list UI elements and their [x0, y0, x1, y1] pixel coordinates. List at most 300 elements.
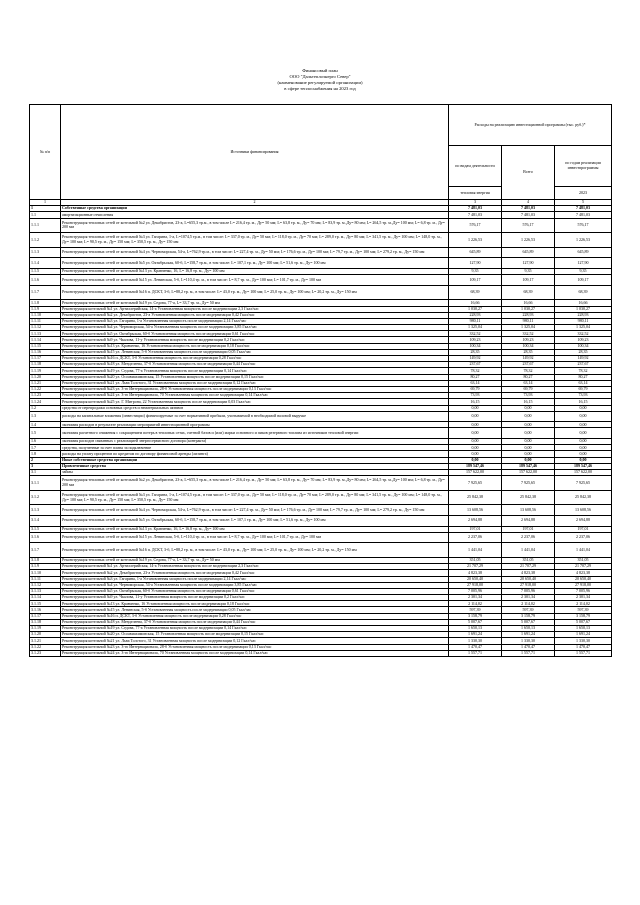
row-year-value: 109,23	[555, 337, 612, 343]
row-by-activity-value: 0,00	[449, 411, 502, 422]
row-by-activity-value: 2 237,06	[449, 532, 502, 543]
row-description: Реконструкция тепловых сетей от котельной №2 ул. Декабристов, 23-а, L=655,3 тр.м., в том числе L= 216,4 тр. м., Ду= 50 мм; L= 63,8 тр. м., Ду= 70 мм; L= 83,9 тр. м.,Ду= 80 мм; L= 264,5 тр. м.,Ду= 100 мм; L= 6,8 тр. м., Ду= 200 мм	[61, 218, 449, 233]
row-number: 3.1.19	[30, 626, 61, 632]
row-total-value: 351,05	[502, 557, 555, 563]
row-by-activity-value: 197,01	[449, 526, 502, 532]
row-description: Реконструкция котельной №19 ул. Седова, 77-а Установленная мощность после модернизации 0,14 Гкал/час	[61, 368, 449, 374]
row-by-activity-value: 109,23	[449, 337, 502, 343]
row-year-value: 1 470,47	[555, 644, 612, 650]
row-total-value: 13 608,56	[502, 505, 555, 516]
row-description: Реконструкция тепловых сетей от котельной №16 п. ДСКТ, 3-б, L=88,2 тр. м., в том числе: L= 43,0 тр. м., Ду= 100 мм; L= 25,0 тр. м., Ду= 100 мм; L= 20,2 тр. м., Ду= 150 мм	[61, 285, 449, 300]
row-year-value: 0,00	[555, 439, 612, 445]
header-source: Источники финансирования	[61, 105, 449, 200]
table-row	[30, 505, 612, 516]
row-total-value: 27 918,00	[502, 582, 555, 588]
row-year-value: 597,39	[555, 607, 612, 613]
table-row	[30, 532, 612, 543]
row-year-value: 9,35	[555, 268, 612, 274]
row-total-value: 1 470,47	[502, 644, 555, 650]
row-number: 3.1.15	[30, 601, 61, 607]
row-by-activity-value: 0,00	[449, 451, 502, 457]
row-by-activity-value: 9,35	[449, 268, 502, 274]
header-thermal-energy: тепловая энергия	[449, 187, 502, 200]
table-row	[30, 285, 612, 300]
row-year-value: 7 925,65	[555, 476, 612, 491]
row-by-activity-value: 7 005,96	[449, 588, 502, 594]
row-description: Иные собственные средства организации	[61, 457, 449, 463]
row-by-activity-value: 157 622,00	[449, 470, 502, 476]
table-row	[30, 218, 612, 233]
table-row	[30, 275, 612, 286]
row-by-activity-value: 332,52	[449, 331, 502, 337]
row-total-value: 189 547,46	[502, 463, 555, 469]
row-year-value: 80,27	[555, 374, 612, 380]
row-total-value: 237,67	[502, 362, 555, 368]
table-row	[30, 476, 612, 491]
row-by-activity-value: 1 650,13	[449, 626, 502, 632]
row-total-value: 2 114,02	[502, 601, 555, 607]
row-year-value: 1 441,04	[555, 543, 612, 558]
index-cell: 2	[61, 200, 449, 206]
row-number: 1.1.20	[30, 374, 61, 380]
row-number: 1.1.14	[30, 337, 61, 343]
row-year-value: 149,92	[555, 356, 612, 362]
row-description: Реконструкция тепловых сетей от котельной №15 ул. Ленинская, 5-б, L=110,4 тр. м., в том числе: L= 8,7 тр. м., Ду= 100 мм; L= 101,7 тр. м., Ду= 100 мм	[61, 275, 449, 286]
row-year-value: 2 694,88	[555, 515, 612, 526]
row-number: 3.1.11	[30, 576, 61, 582]
row-by-activity-value: 127,90	[449, 258, 502, 269]
row-number: 1.1.2	[30, 233, 61, 248]
row-number: 3.1.3	[30, 505, 61, 516]
row-description: экономия расчетного снижения с сокращением потерь в тепловых сетях, счетной базов и (или) марки основного и пиков резервного топлива из источников тепловой энергии	[61, 428, 449, 439]
heading-title: Финансовый план	[302, 68, 338, 73]
row-year-value: 7 005,96	[555, 588, 612, 594]
table-row	[30, 233, 612, 248]
row-description: Реконструкция котельной №18 ул. Менделеева, 37-б Установленная мощность после модернизации 0,44 Гкал/час	[61, 362, 449, 368]
row-number: 3.1.12	[30, 582, 61, 588]
row-description: Собственные средства организации	[61, 206, 449, 212]
row-by-activity-value: 1 030,27	[449, 306, 502, 312]
header-by-activity: по видам деятельности	[449, 146, 502, 187]
row-number: 3.1.6	[30, 532, 61, 543]
row-number: 2	[30, 457, 61, 463]
row-total-value: 80,27	[502, 374, 555, 380]
row-number: 1.1.22	[30, 386, 61, 392]
row-by-activity-value: 2 694,88	[449, 515, 502, 526]
row-year-value: 980,11	[555, 318, 612, 324]
row-total-value: 0,00	[502, 405, 555, 411]
row-description: Реконструкция котельной №20 ул. Осоавиахимовская, 15 Установленная мощность после модернизации 0,15 Гкал/час	[61, 632, 449, 638]
row-number: 1.2	[30, 405, 61, 411]
row-number: 1.1.7	[30, 285, 61, 300]
row-description: Реконструкция котельной №5 ул. Октябрьская, 60-б Установленная мощность после модернизации 0,61 Гкал/час	[61, 331, 449, 337]
row-number: 3.1.9	[30, 564, 61, 570]
row-by-activity-value: 16,15	[449, 399, 502, 405]
row-description: Реконструкция котельной №19 ул. Седова, 77-а Установленная мощность после модернизации 0,14 Гкал/час	[61, 626, 449, 632]
row-year-value: 0,00	[555, 428, 612, 439]
row-description: расходы на уплату процентов по кредитам по договору финансовой аренды (лизинга)	[61, 451, 449, 457]
row-total-value: 100,34	[502, 343, 555, 349]
row-by-activity-value: 2 301,34	[449, 595, 502, 601]
row-year-value: 0,00	[555, 445, 612, 451]
row-description: Реконструкция тепловых сетей от котельной №5 ул. Октябрьская, 60-б, L=158,7 тр.м., в том числе: L= 107,1 тр. м., Ду= 100 мм; L= 51,6 тр. м., Ду= 100 мм	[61, 515, 449, 526]
row-by-activity-value: 7 481,03	[449, 212, 502, 218]
row-total-value: 28,35	[502, 349, 555, 355]
row-by-activity-value: 189 547,46	[449, 463, 502, 469]
row-total-value: 0,00	[502, 422, 555, 428]
row-number: 3.1.17	[30, 613, 61, 619]
row-by-activity-value: 20 650,40	[449, 576, 502, 582]
row-by-activity-value: 645,89	[449, 247, 502, 258]
row-description: Реконструкция котельной №16 п. ДСКТ, 3-б Установленная мощность после модернизации 0,28 Гкал/час	[61, 356, 449, 362]
row-description: Реконструкция котельной №24 ул. 3-го Интернационала, 70 Установленная мощность после модернизации 0,14 Гкал/час	[61, 393, 449, 399]
row-total-value: 0,00	[502, 457, 555, 463]
row-year-value: 5 007,67	[555, 619, 612, 625]
row-by-activity-value: 13 608,56	[449, 505, 502, 516]
row-year-value: 16,15	[555, 399, 612, 405]
row-year-value: 1 691,24	[555, 632, 612, 638]
row-number: 3.1.7	[30, 543, 61, 558]
row-total-value: 109,17	[502, 275, 555, 286]
row-description: Реконструкция тепловых сетей от котельной №2 ул. Декабристов, 23-а, L=655,3 тр.м., в том числе L= 216,4 тр. м., Ду= 50 мм; L= 63,8 тр. м., Ду= 70 мм; L= 83,9 тр. м.,Ду= 80 мм; L= 264,5 тр. м.,Ду= 100 мм; L= 6,8 тр. м., Ду= 200 мм	[61, 476, 449, 491]
row-description: Реконструкция тепловых сетей от котельной №3 ул. Гагарина, 1-а, L=1074,5 тр.м., в том числе: L= 337,0 тр. м., Ду= 50 мм; L= 118,0 тр. м., Ду= 70 мм; L= 289,0 тр. м., Ду= 80 мм; L= 341,5 тр. м., Ду= 100 мм; L= 148,0 тр. м., Ду= 100 мм; L= 90,5 тр. м., Ду= 150 мм; L= 350,5 тр. м., Ду= 150 мм	[61, 233, 449, 248]
row-year-value: 2 237,06	[555, 532, 612, 543]
row-total-value: 2 694,88	[502, 515, 555, 526]
row-description: Реконструкция тепловых сетей от котельной №19 ул. Седова, 77-а, L= 33,7 тр. м., Ду= 50 мм	[61, 557, 449, 563]
row-year-value: 0,00	[555, 451, 612, 457]
row-description: Реконструкция котельной №15 ул. Ленинская, 5-б Установленная мощность после модернизации 0,05 Гкал/час	[61, 349, 449, 355]
row-year-value: 0,00	[555, 411, 612, 422]
row-number: 1.7	[30, 445, 61, 451]
row-description: Реконструкция котельной №21 ул. Льва Толстого, 31 Установленная мощность после модернизации 0,12 Гкал/час	[61, 638, 449, 644]
row-number: 1.5	[30, 428, 61, 439]
row-number: 3	[30, 463, 61, 469]
row-by-activity-value: 100,34	[449, 343, 502, 349]
row-description: Привлеченные средства	[61, 463, 449, 469]
row-total-value: 2 301,34	[502, 595, 555, 601]
row-total-value: 16,66	[502, 300, 555, 306]
heading-organization: ООО "Дальтеплоэнерго Север"	[289, 74, 351, 79]
header-by-years: по годам реализации инвестпрограммы	[555, 146, 612, 187]
row-total-value: 157 622,00	[502, 470, 555, 476]
row-description: Реконструкция котельной №4 ул. Черноморская, 54-а Установленная мощность после модернизации 3,85 Гкал/час	[61, 582, 449, 588]
row-year-value: 20 650,40	[555, 576, 612, 582]
row-by-activity-value: 1 330,30	[449, 638, 502, 644]
row-total-value: 332,52	[502, 331, 555, 337]
row-total-value: 69,79	[502, 386, 555, 392]
row-by-activity-value: 73,93	[449, 393, 502, 399]
row-total-value: 7 481,03	[502, 206, 555, 212]
row-description: Реконструкция котельной №3 ул. Гагарина, 1-а Установленная мощность после модернизации 2,14 Гкал/час	[61, 318, 449, 324]
row-by-activity-value: 16,66	[449, 300, 502, 306]
row-by-activity-value: 25 842,38	[449, 490, 502, 505]
row-by-activity-value: 1 691,24	[449, 632, 502, 638]
row-number: 1.1.11	[30, 318, 61, 324]
row-by-activity-value: 237,67	[449, 362, 502, 368]
row-by-activity-value: 68,39	[449, 285, 502, 300]
row-by-activity-value: 1 325,04	[449, 325, 502, 331]
row-description: займы	[61, 470, 449, 476]
row-number: 1.1.19	[30, 368, 61, 374]
row-total-value: 228,93	[502, 312, 555, 318]
row-year-value: 69,79	[555, 386, 612, 392]
row-by-activity-value: 0,00	[449, 422, 502, 428]
row-number: 1.6	[30, 439, 61, 445]
row-total-value: 5 007,67	[502, 619, 555, 625]
row-total-value: 1 030,27	[502, 306, 555, 312]
row-description: Реконструкция котельной №23 ул. 3-го Интернационала, 28-б Установленная мощность после модернизации 0,13 Гкал/час	[61, 644, 449, 650]
row-number: 1.1.15	[30, 343, 61, 349]
document-heading	[0, 68, 640, 92]
row-total-value: 63,14	[502, 380, 555, 386]
row-by-activity-value: 21 707,29	[449, 564, 502, 570]
row-total-value: 3 158,79	[502, 613, 555, 619]
row-year-value: 0,00	[555, 422, 612, 428]
header-number: № п/п	[30, 105, 61, 200]
row-description: Реконструкция котельной №1 ул. Артиллерийская, 14-а Установленная мощность после модернизации 2,3 Гкал/час	[61, 564, 449, 570]
row-description: Реконструкция тепловых сетей от котельной №13 ул. Кравченко, 16, L= 16,8 тр. м., Ду= 100 мм	[61, 526, 449, 532]
row-year-value: 109,17	[555, 275, 612, 286]
index-cell: 4	[502, 200, 555, 206]
row-by-activity-value: 0,00	[449, 439, 502, 445]
row-number: 1.1.3	[30, 247, 61, 258]
row-description: Реконструкция тепловых сетей от котельной №15 ул. Ленинская, 5-б, L=110,4 тр. м., в том числе: L= 8,7 тр. м., Ду= 100 мм; L= 101,7 тр. м., Ду= 100 мм	[61, 532, 449, 543]
row-number: 1.1.5	[30, 268, 61, 274]
row-description: средства от перепродажи основных средств и нематериальных активов	[61, 405, 449, 411]
row-number: 1.1.21	[30, 380, 61, 386]
row-year-value: 1 330,30	[555, 638, 612, 644]
row-year-value: 0,00	[555, 405, 612, 411]
row-description: экономия расходов в результате реализации мероприятий инвестиционной программы	[61, 422, 449, 428]
table-row	[30, 650, 612, 656]
row-total-value: 2 237,06	[502, 532, 555, 543]
row-year-value: 1 557,71	[555, 650, 612, 656]
row-number: 3.1.13	[30, 588, 61, 594]
row-number: 1.1.9	[30, 306, 61, 312]
row-by-activity-value: 7 925,65	[449, 476, 502, 491]
row-number: 3.1.14	[30, 595, 61, 601]
row-total-value: 1 441,04	[502, 543, 555, 558]
row-description: Реконструкция котельной №1 ул. Артиллерийская, 14-а Установленная мощность после модернизации 2,3 Гкал/час	[61, 306, 449, 312]
row-year-value: 21 707,29	[555, 564, 612, 570]
row-by-activity-value: 0,00	[449, 457, 502, 463]
row-year-value: 1 226,53	[555, 233, 612, 248]
row-total-value: 25 842,38	[502, 490, 555, 505]
row-description: Реконструкция тепловых сетей от котельной №13 ул. Кравченко, 16, L= 16,8 тр. м., Ду= 100 мм	[61, 268, 449, 274]
table-row	[30, 543, 612, 558]
row-year-value: 1 325,04	[555, 325, 612, 331]
row-year-value: 100,34	[555, 343, 612, 349]
header-expenses-group: Расходы на реализацию инвестиционной программы (тыс. руб.)*	[449, 105, 612, 146]
row-year-value: 2 114,02	[555, 601, 612, 607]
row-year-value: 7 481,03	[555, 206, 612, 212]
row-description: Реконструкция котельной №5 ул. Октябрьская, 60-б Установленная мощность после модернизации 0,61 Гкал/час	[61, 588, 449, 594]
row-number: 3.1.18	[30, 619, 61, 625]
row-year-value: 576,17	[555, 218, 612, 233]
row-year-value: 7 481,03	[555, 212, 612, 218]
row-description: Реконструкция котельной №20 ул. Осоавиахимовская, 15 Установленная мощность после модернизации 0,15 Гкал/час	[61, 374, 449, 380]
row-number: 1.1.18	[30, 362, 61, 368]
table-row	[30, 247, 612, 258]
row-description: средства, полученные за счет платы за подключение	[61, 445, 449, 451]
row-by-activity-value: 1 441,04	[449, 543, 502, 558]
row-number: 3.1.8	[30, 557, 61, 563]
row-by-activity-value: 7 481,03	[449, 206, 502, 212]
row-total-value: 1 325,04	[502, 325, 555, 331]
row-number: 1.1.8	[30, 300, 61, 306]
row-number: 3.1	[30, 470, 61, 476]
row-total-value: 68,39	[502, 285, 555, 300]
row-total-value: 73,93	[502, 393, 555, 399]
row-total-value: 78,32	[502, 368, 555, 374]
row-description: Реконструкция тепловых сетей от котельной №5 ул. Октябрьская, 60-б, L=158,7 тр.м., в том числе: L= 107,1 тр. м., Ду= 100 мм; L= 51,6 тр. м., Ду= 100 мм	[61, 258, 449, 269]
row-year-value: 351,05	[555, 557, 612, 563]
row-total-value: 7 005,96	[502, 588, 555, 594]
row-by-activity-value: 1 557,71	[449, 650, 502, 656]
index-cell: 3	[449, 200, 502, 206]
row-by-activity-value: 80,27	[449, 374, 502, 380]
row-by-activity-value: 69,79	[449, 386, 502, 392]
index-cell: 1	[30, 200, 61, 206]
row-number: 3.1.1	[30, 476, 61, 491]
row-by-activity-value: 597,39	[449, 607, 502, 613]
row-total-value: 7 481,03	[502, 212, 555, 218]
row-description: Реконструкция котельной №3 ул. Гагарина, 1-а Установленная мощность после модернизации 2,14 Гкал/час	[61, 576, 449, 582]
row-by-activity-value: 27 918,00	[449, 582, 502, 588]
row-description: Реконструкция котельной №15 ул. Ленинская, 5-б Установленная мощность после модернизации 0,05 Гкал/час	[61, 607, 449, 613]
header-year: 2023	[555, 187, 612, 200]
row-description: Реконструкция тепловых сетей от котельной №4 ул. Черноморская, 54-а, L=762,9 тр.м., в том числе: L= 227,4 тр. м., Ду= 50 мм; L= 176,6 тр. м., Ду= 100 мм; L= 79,7 тр. м., Ду= 100 мм; L= 279,2 тр. м., Ду= 150 мм	[61, 247, 449, 258]
row-total-value: 645,89	[502, 247, 555, 258]
row-number: 1.1.10	[30, 312, 61, 318]
row-number: 3.1.21	[30, 638, 61, 644]
row-year-value: 332,52	[555, 331, 612, 337]
row-total-value: 9,35	[502, 268, 555, 274]
row-year-value: 3 158,79	[555, 613, 612, 619]
row-year-value: 28,35	[555, 349, 612, 355]
row-description: Реконструкция котельной №2 ул. Декабристов, 23-а Установленная мощность после модернизации 0,42 Гкал/час	[61, 312, 449, 318]
row-year-value: 237,67	[555, 362, 612, 368]
row-description: расходы на капитальные вложения (инвестиции) финансируемые за счет нормативной прибыли, учитываемой в необходимой валовой выручке	[61, 411, 449, 422]
row-total-value: 1 330,30	[502, 638, 555, 644]
row-total-value: 21 707,29	[502, 564, 555, 570]
row-year-value: 78,32	[555, 368, 612, 374]
row-year-value: 2 301,34	[555, 595, 612, 601]
row-number: 1.3	[30, 411, 61, 422]
row-total-value: 576,17	[502, 218, 555, 233]
heading-organization-caption: (наименование регулируемой организации)	[277, 80, 363, 85]
row-total-value: 197,01	[502, 526, 555, 532]
row-year-value: 228,93	[555, 312, 612, 318]
row-number: 1.1.17	[30, 356, 61, 362]
row-by-activity-value: 0,00	[449, 445, 502, 451]
row-number: 1.1	[30, 212, 61, 218]
row-year-value: 27 918,00	[555, 582, 612, 588]
row-description: экономия расходов связанных с реализацией энергосервисного договора (контракта)	[61, 439, 449, 445]
row-by-activity-value: 2 114,02	[449, 601, 502, 607]
row-number: 1.1.16	[30, 349, 61, 355]
row-year-value: 63,14	[555, 380, 612, 386]
row-total-value: 1 557,71	[502, 650, 555, 656]
row-number: 3.1.4	[30, 515, 61, 526]
row-year-value: 13 608,56	[555, 505, 612, 516]
table-row	[30, 258, 612, 269]
row-number: 1.1.12	[30, 325, 61, 331]
row-description: Реконструкция котельной №18 ул. Менделеева, 37-б Установленная мощность после модернизации 0,44 Гкал/час	[61, 619, 449, 625]
row-total-value: 1 691,24	[502, 632, 555, 638]
table-row	[30, 490, 612, 505]
row-total-value: 0,00	[502, 411, 555, 422]
row-year-value: 1 650,13	[555, 626, 612, 632]
row-description: Реконструкция котельной №16 п. ДСКТ, 3-б Установленная мощность после модернизации 0,28 Гкал/час	[61, 613, 449, 619]
row-by-activity-value: 1 470,47	[449, 644, 502, 650]
row-total-value: 7 925,65	[502, 476, 555, 491]
row-number: 1.1.24	[30, 399, 61, 405]
table-row	[30, 515, 612, 526]
row-description: Реконструкция котельной №24 ул. 3-го Интернационала, 70 Установленная мощность после модернизации 0,14 Гкал/час	[61, 650, 449, 656]
row-year-value: 189 547,46	[555, 463, 612, 469]
row-total-value: 0,00	[502, 451, 555, 457]
financial-plan-table	[29, 104, 612, 657]
row-total-value: 597,39	[502, 607, 555, 613]
row-by-activity-value: 576,17	[449, 218, 502, 233]
row-number: 3.1.23	[30, 650, 61, 656]
row-by-activity-value: 4 823,38	[449, 570, 502, 576]
row-description: Реконструкция котельной №21 ул. Льва Толстого, 31 Установленная мощность после модернизации 0,12 Гкал/час	[61, 380, 449, 386]
row-total-value: 0,00	[502, 439, 555, 445]
row-description: Реконструкция тепловых сетей от котельной №3 ул. Гагарина, 1-а, L=1074,5 тр.м., в том числе: L= 337,0 тр. м., Ду= 50 мм; L= 118,0 тр. м., Ду= 70 мм; L= 289,0 тр. м., Ду= 80 мм; L= 341,5 тр. м., Ду= 100 мм; L= 148,0 тр. м., Ду= 100 мм; L= 90,5 тр. м., Ду= 150 мм; L= 350,5 тр. м., Ду= 150 мм	[61, 490, 449, 505]
row-description: Реконструкция котельной №23 ул. 3-го Интернационала, 28-б Установленная мощность после модернизации 0,13 Гкал/час	[61, 386, 449, 392]
row-number: 1.1.4	[30, 258, 61, 269]
row-number: 1.1.1	[30, 218, 61, 233]
row-description: Реконструкция тепловых сетей от котельной №16 п. ДСКТ, 3-б, L=88,2 тр. м., в том числе: L= 43,0 тр. м., Ду= 100 мм; L= 25,0 тр. м., Ду= 100 мм; L= 20,2 тр. м., Ду= 150 мм	[61, 543, 449, 558]
row-number: 1	[30, 206, 61, 212]
row-number: 1.1.23	[30, 393, 61, 399]
row-total-value: 149,92	[502, 356, 555, 362]
row-year-value: 197,01	[555, 526, 612, 532]
row-description: Реконструкция котельной №13 ул. Кравченко, 16 Установленная мощность после модернизации 0,18 Гкал/час	[61, 343, 449, 349]
row-year-value: 16,66	[555, 300, 612, 306]
row-description: Реконструкция тепловых сетей от котельной №4 ул. Черноморская, 54-а, L=762,9 тр.м., в том числе: L= 227,4 тр. м., Ду= 50 мм; L= 176,6 тр. м., Ду= 100 мм; L= 79,7 тр. м., Ду= 100 мм; L= 279,2 тр. м., Ду= 150 мм	[61, 505, 449, 516]
row-by-activity-value: 3 158,79	[449, 613, 502, 619]
row-by-activity-value: 980,11	[449, 318, 502, 324]
row-year-value: 127,90	[555, 258, 612, 269]
row-number: 3.1.20	[30, 632, 61, 638]
row-total-value: 0,00	[502, 445, 555, 451]
row-number: 1.1.13	[30, 331, 61, 337]
row-description: Реконструкция котельной №25 ул. Г. Митрона, 22 Установленная мощность после модернизации 0,03 Гкал/час	[61, 399, 449, 405]
row-total-value: 20 650,40	[502, 576, 555, 582]
row-by-activity-value: 351,05	[449, 557, 502, 563]
row-total-value: 127,90	[502, 258, 555, 269]
row-total-value: 16,15	[502, 399, 555, 405]
row-total-value: 1 650,13	[502, 626, 555, 632]
row-number: 3.1.22	[30, 644, 61, 650]
row-by-activity-value: 78,32	[449, 368, 502, 374]
table-row	[30, 411, 612, 422]
table-row	[30, 428, 612, 439]
row-year-value: 68,39	[555, 285, 612, 300]
row-number: 1.4	[30, 422, 61, 428]
row-total-value: 1 226,53	[502, 233, 555, 248]
heading-period: в сфере теплоснабжения на 2023 год	[284, 86, 356, 91]
row-description: Реконструкция котельной №4 ул. Черноморская, 54-а Установленная мощность после модернизации 3,85 Гкал/час	[61, 325, 449, 331]
row-year-value: 25 842,38	[555, 490, 612, 505]
row-description: амортизационные отчисления	[61, 212, 449, 218]
row-by-activity-value: 28,35	[449, 349, 502, 355]
row-by-activity-value: 228,93	[449, 312, 502, 318]
row-number: 3.1.10	[30, 570, 61, 576]
